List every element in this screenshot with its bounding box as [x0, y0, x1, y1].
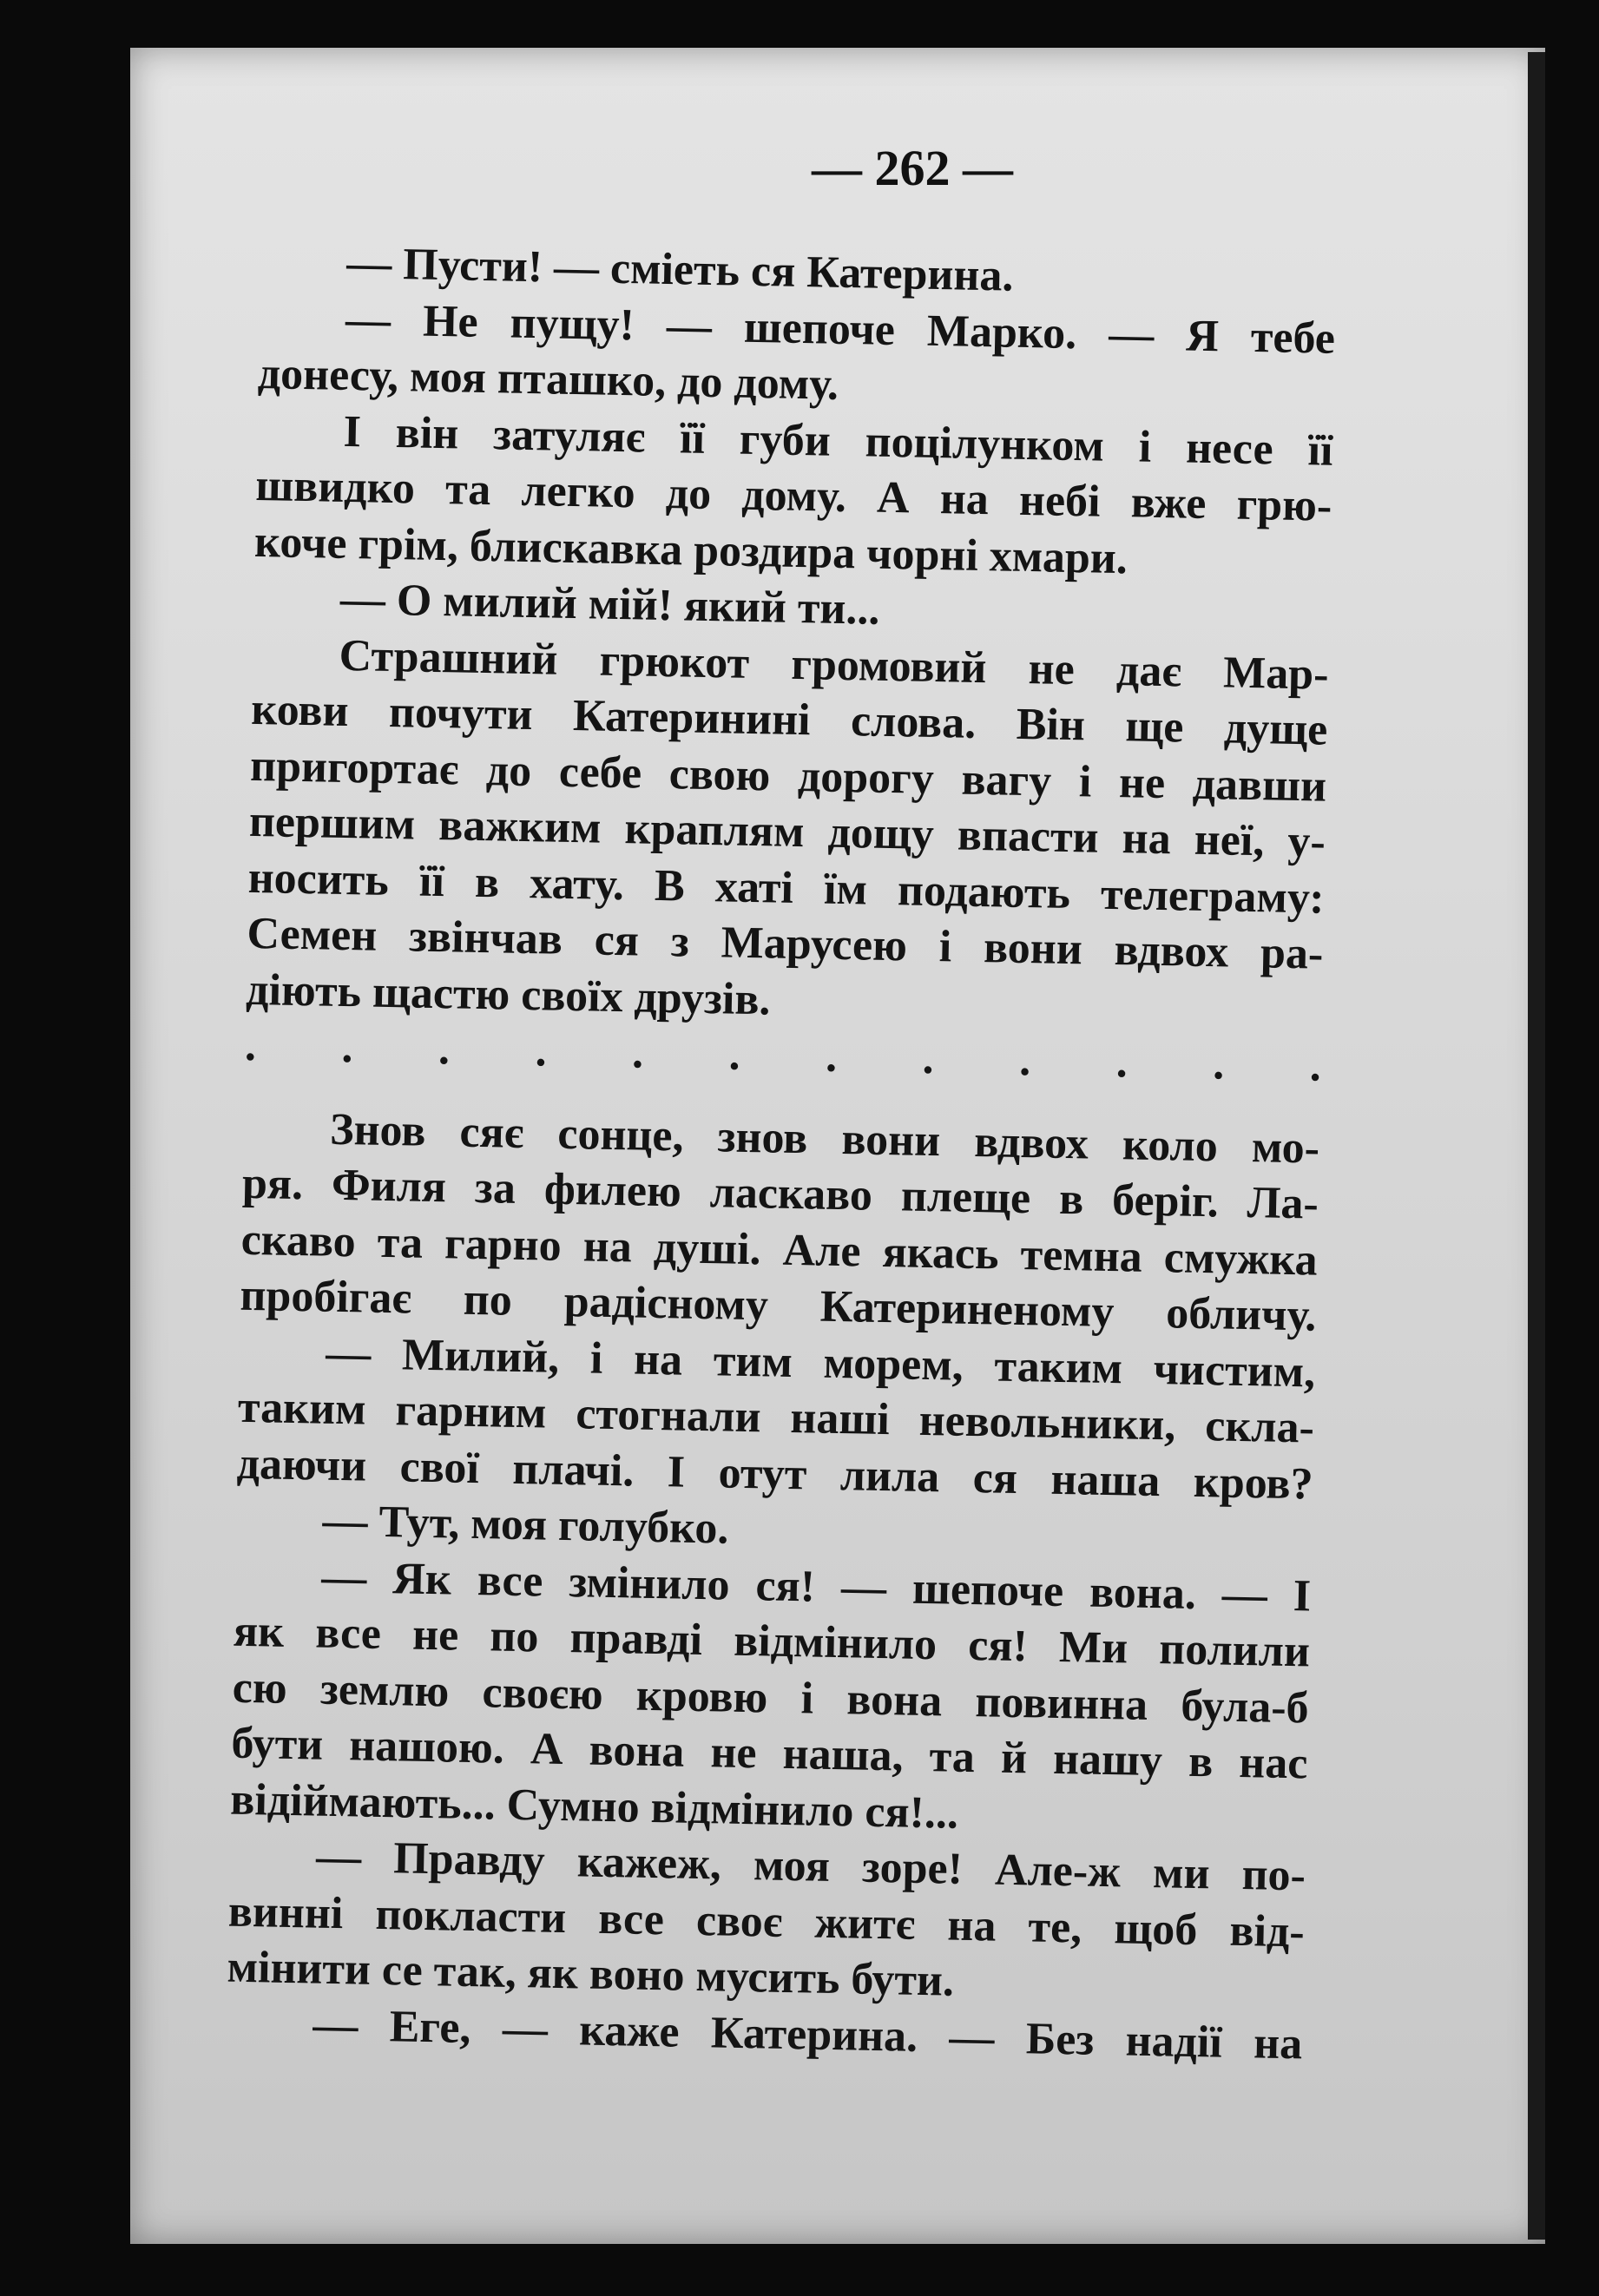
text-line: — Тут, моя голубко.: [322, 1496, 730, 1554]
text-line: відіймають... Сумно відмінило ся!...: [229, 1774, 959, 1839]
text-block-after-separator: [226, 1100, 1320, 2072]
body-text: [226, 234, 1337, 2072]
text-line: І він затуляє її губи поцілунком і несе її: [343, 406, 1333, 476]
text-line: — Не пущу! — шепоче Марко. — Я тебе: [345, 294, 1336, 364]
text-line: Семен звінчав ся з Марусею і вони вдвох ра-: [246, 908, 1324, 979]
text-line: — Правду кажеж, моя зоре! Але-ж ми по-: [315, 1832, 1306, 1901]
text-line: сю землю своєю кровю і вона повинна була-б: [232, 1662, 1310, 1733]
text-line: — Пусти! — сміеть ся Катерина.: [345, 238, 1014, 301]
text-line: винні покласти все своє житє на те, щоб від-: [227, 1886, 1306, 1957]
text-block-before-separator: [246, 234, 1337, 1039]
text-line: мінити се так, як воно мусить бути.: [227, 1942, 955, 2006]
text-line: пригортає до себе свою дорогу вагу і не давши: [249, 740, 1327, 812]
text-line: — Милий, і на тим морем, таким чистим,: [325, 1328, 1316, 1398]
page-edge: [1528, 52, 1545, 2240]
text-line: Страшний грюкот громовий не дає Мар-: [339, 630, 1330, 700]
text-line: першим важким краплям дощу впасти на неї, у-: [248, 796, 1326, 867]
section-separator: . . . . . . . . . . . .: [244, 1020, 1322, 1091]
text-line: діють щастю своїх друзів.: [245, 964, 772, 1024]
text-line: носить її в хату. В хаті їм подають телеграму:: [247, 852, 1326, 924]
text-line: даючи свої плачі. І отут лила ся наша кров?: [236, 1438, 1314, 1510]
text-line: — Еге, — каже Катерина. — Без надії на: [312, 2000, 1303, 2069]
text-line: скаво та гарно на душі. Але якась темна смужка: [240, 1214, 1319, 1286]
text-line: донесу, моя пташко, до дому.: [257, 348, 839, 410]
text-line: коче грім, блискавка роздира чорні хмари.: [253, 516, 1129, 583]
text-line: пробігає по радісному Катериненому обличу.: [239, 1270, 1317, 1341]
text-line: як все не по правді відмінило ся! Ми полили: [233, 1606, 1311, 1677]
text-line: — Як все змінило ся! — шепоче вона. — І: [320, 1552, 1312, 1622]
page-number: — 262 —: [812, 140, 1013, 196]
text-line: кови почути Катеринині слова. Він ще дуще: [250, 684, 1328, 755]
text-line: — О милий мій! який ти...: [339, 574, 880, 635]
text-line: таким гарним стогнали наші невольники, скла-: [237, 1382, 1315, 1453]
text-line: Знов сяє сонце, знов вони вдвох коло мо-: [329, 1104, 1320, 1174]
text-line: швидко та легко до дому. А на небі вже грю-: [254, 460, 1332, 531]
text-line: ря. Филя за филею ласкаво плеще в беріг. Ла-: [241, 1158, 1319, 1229]
text-line: бути нашою. А вона не наша, та й нашу в нас: [231, 1718, 1308, 1789]
